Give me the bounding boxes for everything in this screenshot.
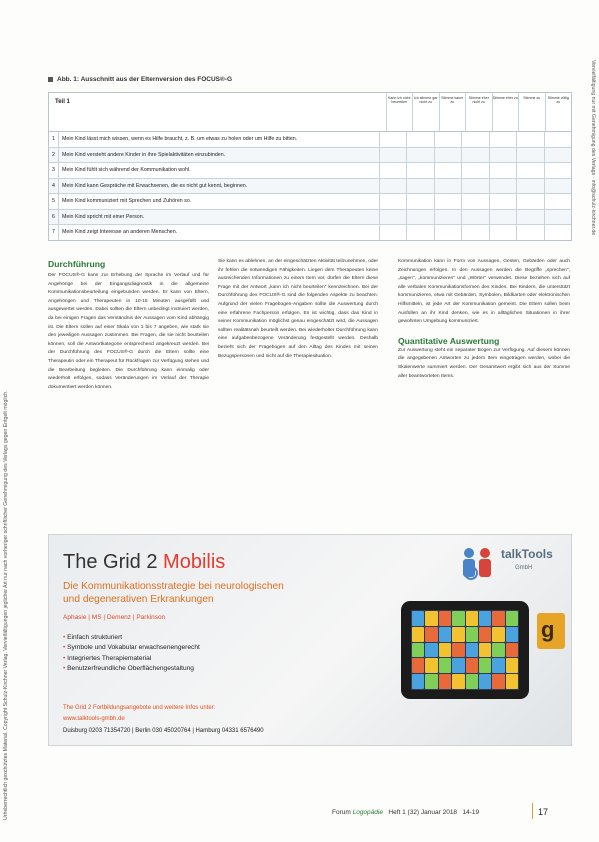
answer-cell[interactable] <box>461 194 489 209</box>
list-item: • Benutzerfreundliche Oberflächengestaltung <box>63 664 200 674</box>
copyright-side-note <box>0 60 14 820</box>
figure-caption <box>48 76 232 83</box>
row-statement: Mein Kind lässt mich wissen, wenn es Hilfe braucht, z. B. um etwas zu holen oder um Hilfe zu bitten. <box>62 136 298 142</box>
row-statement: Mein Kind kann Gespräche mit Erwachsenen, die es nicht gut kennt, beginnen. <box>62 182 248 189</box>
tablet-screen-grid <box>411 610 519 690</box>
body-paragraph: Zur Auswertung steht ein separater Bogen zur Verfügung. Auf diesem können die angegebenen Antworten zu jedem Item eingetragen werden, wobei die Skalenwerte summiert werden. Der Gesamtwert ergibt sich aus der Summe aller beantworteten Items. <box>398 347 570 379</box>
answer-cell[interactable] <box>516 132 544 147</box>
answer-cell[interactable] <box>379 179 407 194</box>
answer-cell[interactable] <box>544 163 572 178</box>
answer-cell[interactable] <box>434 179 462 194</box>
row-number: 6 <box>49 210 59 225</box>
row-number: 1 <box>49 132 59 147</box>
answer-cell[interactable] <box>406 132 434 147</box>
square-bullet-icon <box>48 77 53 82</box>
table-row <box>49 132 571 148</box>
table-row <box>49 194 571 210</box>
text-column-2 <box>218 258 378 361</box>
answer-cell[interactable] <box>406 163 434 178</box>
answer-cell[interactable] <box>461 225 489 240</box>
ad-title <box>63 551 225 574</box>
answer-cell[interactable] <box>516 179 544 194</box>
answer-cell[interactable] <box>489 148 517 163</box>
ad-subtitle-line: und degenerativen Erkrankungen <box>63 593 214 605</box>
table-row <box>49 163 571 179</box>
answer-cell[interactable] <box>434 148 462 163</box>
table-row <box>49 210 571 226</box>
answer-cell[interactable] <box>434 194 462 209</box>
answer-cell[interactable] <box>434 132 462 147</box>
footer-issue: Heft 1 (32) Januar 2018 <box>388 809 458 816</box>
row-number: 5 <box>49 194 59 209</box>
row-number: 4 <box>49 179 59 194</box>
row-number: 7 <box>49 225 59 240</box>
table-row <box>49 179 571 195</box>
answer-cell[interactable] <box>379 148 407 163</box>
answer-cell[interactable] <box>544 210 572 225</box>
row-statement: Mein Kind versteht andere Kinder in ihre Spielaktivitäten einzubinden. <box>62 151 226 158</box>
ad-promo-text: The Grid 2 Fortbildungsangebote und weitere Infos unter: <box>63 705 216 711</box>
answer-cell[interactable] <box>379 163 407 178</box>
answer-cell[interactable] <box>434 163 462 178</box>
answer-cell[interactable] <box>516 194 544 209</box>
row-number: 2 <box>49 148 59 163</box>
answer-cell[interactable] <box>434 210 462 225</box>
answer-cell[interactable] <box>516 225 544 240</box>
list-item: • Einfach strukturiert <box>63 633 200 643</box>
text-column-3 <box>398 258 570 381</box>
answer-cell[interactable] <box>461 179 489 194</box>
ad-tags: Aphasie | MS | Demenz | Parkinson <box>63 614 166 621</box>
column-header: Stimme eher zu <box>492 93 519 131</box>
answer-cell[interactable] <box>406 210 434 225</box>
answer-cell[interactable] <box>544 179 572 194</box>
right-side-note <box>585 60 599 400</box>
section-heading-quantitative: Quantitative Auswertung <box>398 335 500 346</box>
column-header: Stimme eher nicht zu <box>465 93 492 131</box>
answer-cell[interactable] <box>516 148 544 163</box>
ad-feature-list <box>63 633 200 675</box>
ad-subtitle-line: Die Kommunikationsstrategie bei neurologischen <box>63 581 284 592</box>
answer-cell[interactable] <box>544 225 572 240</box>
page-footer <box>332 809 479 816</box>
ad-contact-line: Duisburg 0203 71354720 | Berlin 030 45020764 | Hamburg 04331 6576490 <box>63 728 264 734</box>
answer-cell[interactable] <box>544 194 572 209</box>
page-number-divider <box>532 803 533 819</box>
copyright-side-text: Urheberrechtlich geschütztes Material. Copyright Schulz-Kirchner Verlag. Vervielfältigungen jeglicher Art nur nach vorheriger schriftlicher Genehmigung des Verlags gegen Entgelt möglich. <box>3 390 9 820</box>
ad-title-highlight: Mobilis <box>163 551 226 573</box>
ad-subtitle <box>63 581 284 606</box>
tablet-device-image <box>401 601 529 699</box>
body-paragraph: Kommunikation kann in Form von Aussagen, Gesten, Gebärden oder auch Zeichnungen erfolgen. In den Aussagen werden die Begriffe „sprechen“, „sagen“, „kommunizieren“ und „Wörter“ verwendet. Diese beziehen sich auf alle verbalen Kommunikationsformen des Kindes. Bei Kindern, die unterstützt kommunizieren, etwa mit Gebärden, Symbolen, Bildkarten oder elektronischen Hilfsmitteln, ist jede Art der Kommunikation gemeint. Die Eltern sollen beim Ausfüllen an ihr Kind denken, wie es in alltäglichen Situationen in ihrer gewohnten Umgebung kommuniziert. <box>398 259 570 325</box>
answer-cell[interactable] <box>461 132 489 147</box>
page-number: 17 <box>538 807 549 817</box>
ad-logo-text: talkTools <box>501 547 553 561</box>
table-row <box>49 148 571 164</box>
answer-cell[interactable] <box>516 163 544 178</box>
ad-website-link[interactable]: www.talktools-gmbh.de <box>63 716 125 722</box>
row-statement: Mein Kind fühlt sich während der Kommunikation wohl. <box>62 167 191 173</box>
table-title: Teil 1 <box>55 99 70 105</box>
answer-cell[interactable] <box>489 225 517 240</box>
row-number: 3 <box>49 163 59 178</box>
table-row <box>49 225 571 240</box>
answer-cell[interactable] <box>406 194 434 209</box>
answer-cell[interactable] <box>406 179 434 194</box>
answer-cell[interactable] <box>489 210 517 225</box>
ad-logo-subtitle: GmbH <box>515 565 533 571</box>
answer-cell[interactable] <box>489 132 517 147</box>
row-statement: Mein Kind kommuniziert mit Sprechen und Zuhören so. <box>62 198 192 204</box>
answer-cell[interactable] <box>434 225 462 240</box>
column-header: Kann ich nicht beurteilen <box>386 93 413 131</box>
figure-caption-text: Abb. 1: Ausschnitt aus der Elternversion des FOCUS®-G <box>57 76 233 83</box>
advertisement <box>48 534 572 746</box>
list-item: • Integriertes Therapiematerial <box>63 654 200 664</box>
questionnaire-table <box>48 92 572 241</box>
list-item: • Symbole und Vokabular erwachsenengerecht <box>63 643 200 653</box>
body-paragraph: Der FOCUS®-G kann zur Erhebung der Sprache im Verlauf und für Angehörige bei der Eingangsdiagnostik in die allgemeine Kommunikationsbeurteilung eingebunden werden. Er kann von Eltern, Angehörigen und Therapeuten in 10-15 Minuten ausgefüllt und ausgewertet werden. Dabei sollten die Eltern unbedingt instruiert werden, da bei einigen Fragen das Verständnis der Aussagen vom Kind abhängig ist. Die Eltern sollen auf einer Skala von 1 bis 7 angeben, wie stark sie den jeweiligen Aussagen zustimmen. Bei Fragen, die sie nicht beurteilen können, soll die Antwortkategorie entsprechend angekreuzt werden. Bei der Durchführung des FOCUS®-G durch die Eltern sollte eine Therapeutin oder ein Therapeut für Rückfragen zur Verfügung stehen und die Bearbeitung begleiten. Die Durchführung kann einmalig oder wiederholt erfolgen, sodass Veränderungen im Verlauf der Therapie dokumentiert werden können. <box>48 273 209 390</box>
answer-cell[interactable] <box>544 132 572 147</box>
footer-journal-name: Logopädie <box>352 809 383 816</box>
answer-cell[interactable] <box>461 163 489 178</box>
answer-cell[interactable] <box>379 132 407 147</box>
column-header: Stimme kaum zu <box>439 93 466 131</box>
answer-cell[interactable] <box>516 210 544 225</box>
column-header: Stimme völlig zu <box>545 93 572 131</box>
answer-cell[interactable] <box>379 210 407 225</box>
answer-cell[interactable] <box>406 225 434 240</box>
answer-cell[interactable] <box>489 163 517 178</box>
footer-journal-prefix: Forum <box>332 809 353 816</box>
column-header: Stimme zu <box>518 93 545 131</box>
answer-cell[interactable] <box>544 148 572 163</box>
table-header <box>49 93 571 132</box>
answer-cell[interactable] <box>489 179 517 194</box>
row-statement: Mein Kind spricht mit einer Person. <box>62 213 145 220</box>
answer-cell[interactable] <box>461 148 489 163</box>
answer-cell[interactable] <box>379 225 407 240</box>
section-heading-durchfuehrung: Durchführung <box>48 259 106 269</box>
ad-title-prefix: The Grid 2 <box>63 551 164 573</box>
answer-cell[interactable] <box>379 194 407 209</box>
answer-cell[interactable] <box>461 210 489 225</box>
right-side-text: Vervielfältigung nur mit Genehmigung des Verlags · info@schulz-kirchner.de <box>590 60 596 236</box>
answer-cell[interactable] <box>489 194 517 209</box>
footer-pages: 14-19 <box>462 809 480 816</box>
body-paragraph: Sie kann es ablehnen, an der eingeschätzten Aktivität teilzunehmen, oder ihr fehlen die notwendigen Fähigkeiten. Liegen dem Therapeuten keine ausreichenden Informationen zu einem Item vor, dürfen die Eltern diese Frage mit der Antwort „kann ich nicht beurteilen“ kennzeichnen. Bei der Durchführung des FOCUS®-G sind die folgenden Aspekte zu beachten: Aufgrund der vielen Fragebogen-Angaben sollte die Auswertung durch eine erfahrene Fachperson erfolgen. Es ist wichtig, dass das Kind in seiner Kommunikation möglichst genau eingeschätzt wird, die Aussagen sollten realitätsnah beurteilt werden. Bei wiederholter Durchführung kann eine aufgabenbezogene Veränderung festgestellt werden. Deshalb bezieht sich der Fragebogen auf den Alltag des Kindes mit seinen Bezugspersonen und nicht auf die Therapiesituation. <box>218 259 378 359</box>
grid-logo-badge-icon: g <box>537 613 565 649</box>
table-body <box>49 132 571 240</box>
row-statement: Mein Kind zeigt Interesse an anderen Menschen. <box>62 229 178 235</box>
column-header: Ich stimme gar nicht zu <box>412 93 439 131</box>
answer-cell[interactable] <box>406 148 434 163</box>
text-column-1 <box>48 258 209 392</box>
